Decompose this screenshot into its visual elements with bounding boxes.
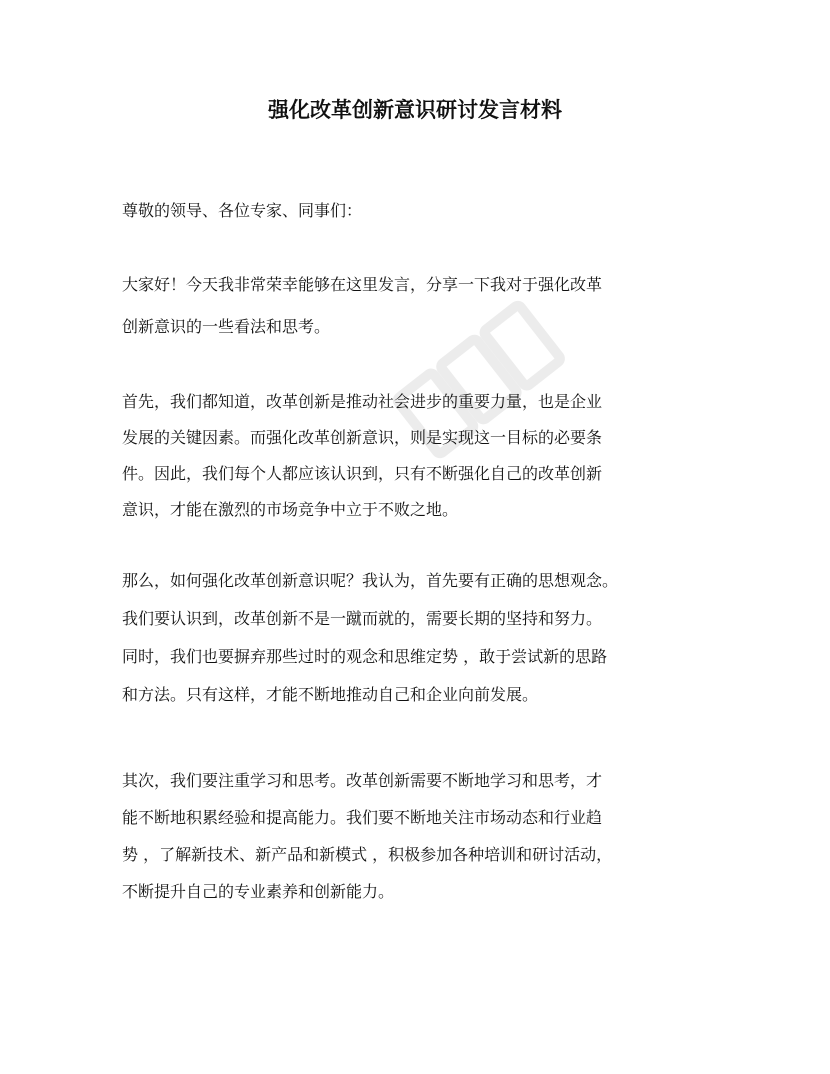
paragraph-line: 创新意识的一些看法和思考。 <box>122 317 331 336</box>
paragraph-line: 同时，我们也要摒弃那些过时的观念和思维定势 ，敢于尝试新的思路 <box>122 647 608 666</box>
paragraph-line: 不断提升自己的专业素养和创新能力。 <box>122 882 395 901</box>
greeting-line: 尊敬的领导、各位专家、同事们： <box>122 201 363 220</box>
paragraph-2 <box>122 384 722 528</box>
paragraph-line: 那么，如何强化改革创新意识呢？我认为，首先要有正确的思想观念。 <box>122 571 619 590</box>
paragraph-line: 件。因此，我们每个人都应该认识到，只有不断强化自己的改革创新 <box>122 464 603 483</box>
paragraph-line: 大家好！今天我非常荣幸能够在这里发言，分享一下我对于强化改革 <box>122 275 603 294</box>
paragraph-line: 首先，我们都知道，改革创新是推动社会进步的重要力量，也是企业 <box>122 392 603 411</box>
page-title: 强化改革创新意识研讨发言材料 <box>268 98 562 122</box>
paragraph-line: 能不断地积累经验和提高能力。我们要不断地关注市场动态和行业趋 <box>122 808 603 827</box>
paragraph-1 <box>122 264 722 348</box>
paragraph-line: 势 ，了解新技术、新产品和新模式 ，积极参加各种培训和研讨活动， <box>122 845 613 864</box>
paragraph-4 <box>122 762 722 910</box>
paragraph-line: 我们要认识到，改革创新不是一蹴而就的，需要长期的坚持和努力。 <box>122 609 603 628</box>
paragraph-line: 和方法。只有这样，才能不断地推动自己和企业向前发展。 <box>122 685 539 704</box>
paragraph-line: 其次，我们要注重学习和思考。改革创新需要不断地学习和思考，才 <box>122 771 603 790</box>
paragraph-line: 意识，才能在激烈的市场竞争中立于不败之地。 <box>122 500 459 519</box>
paragraph-3 <box>122 562 722 714</box>
paragraph-line: 发展的关键因素。而强化改革创新意识，则是实现这一目标的必要条 <box>122 428 603 447</box>
